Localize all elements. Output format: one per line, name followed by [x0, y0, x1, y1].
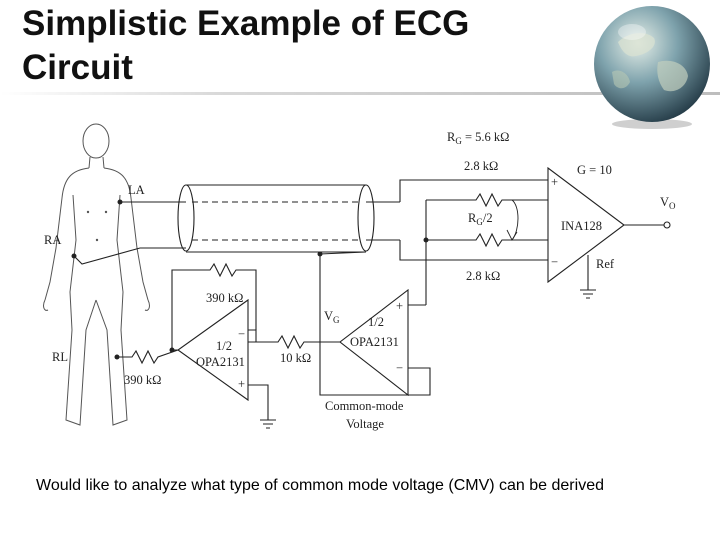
common-mode-label-line2: Voltage [346, 417, 384, 431]
resistor-label-390k-bottom: 390 kΩ [124, 373, 162, 387]
buffer-half-label: 1/2 [368, 315, 384, 329]
ina-plus-label: + [551, 175, 559, 189]
rld-minus-label: − [238, 327, 246, 341]
resistor-label-top: 2.8 kΩ [464, 159, 499, 173]
electrode-label-la: LA [128, 183, 145, 197]
electrode-label-ra: RA [44, 233, 62, 247]
common-mode-label-line1: Common-mode [325, 399, 404, 413]
rld-name-label: OPA2131 [196, 355, 245, 369]
vo-label: $V_O$ [660, 195, 676, 211]
opa2131-buffer [340, 240, 430, 395]
rg-half-label: $R_G/2$ [468, 211, 493, 227]
rld-half-label: 1/2 [216, 339, 232, 353]
resistor-label-bottom: 2.8 kΩ [466, 269, 501, 283]
inamp-name-label: INA128 [561, 219, 602, 233]
ref-label: Ref [596, 257, 615, 271]
ina-minus-label: − [551, 255, 559, 269]
resistor-label-10k: 10 kΩ [280, 351, 312, 365]
buffer-plus-label: + [396, 299, 404, 313]
shielded-cable [178, 185, 400, 252]
resistor-label-390k-top: 390 kΩ [206, 291, 244, 305]
gain-label: G = 10 [577, 163, 612, 177]
electrode-leads [72, 200, 187, 360]
rg-value-label: $R_G = 5.6$ kΩ [447, 130, 510, 146]
buffer-name-label: OPA2131 [350, 335, 399, 349]
rld-plus-label: + [238, 377, 246, 391]
slide-title: Simplistic Example of ECG Circuit [22, 4, 470, 87]
ina128-amplifier [548, 168, 670, 298]
vg-label: $V_G$ [324, 309, 340, 325]
buffer-minus-label: − [396, 361, 404, 375]
electrode-label-rl: RL [52, 350, 68, 364]
slide-caption: Would like to analyze what type of common mode voltage (CMV) can be derived [36, 477, 604, 494]
